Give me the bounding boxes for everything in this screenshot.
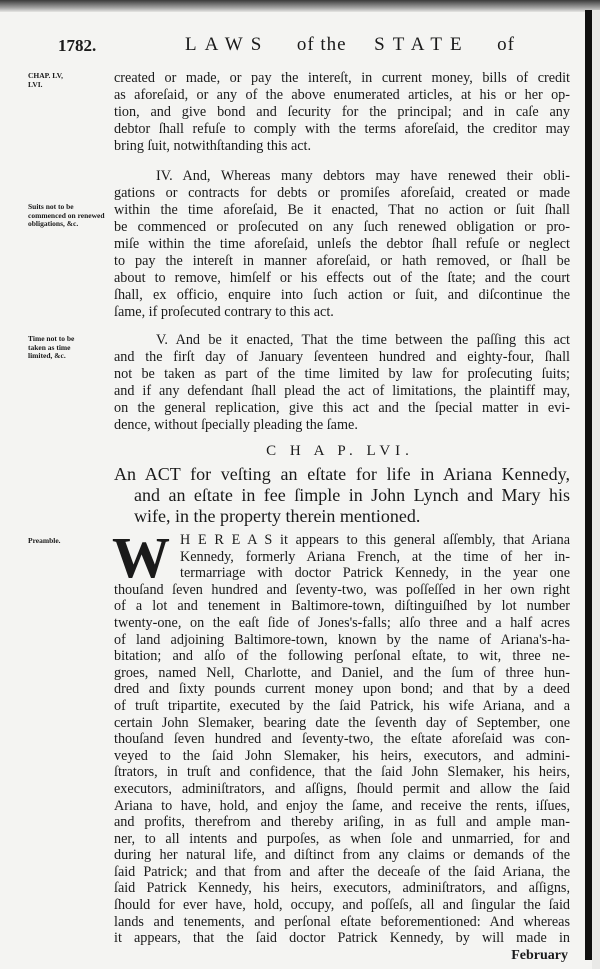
drop-cap: W: [112, 525, 170, 590]
text-line: be commenced or proſecuted on any ſuch renewed obligation or pro-: [114, 219, 570, 235]
text-line: Ariana to have, hold, and enjoy the ſame, and receive the rents, iſſues,: [114, 797, 570, 814]
chapter-heading: C H A P. LVI.: [266, 443, 414, 459]
paragraph-section-iv: [114, 168, 570, 321]
margin-note-chapter: CHAP. LV, LVI.: [28, 71, 63, 89]
text-line: lands and tenements, and perſonal eſtate beforementioned: And whereas: [114, 913, 570, 930]
text-line: executors, adminiſtrators, and aſſigns, ſhould permit and allow the ſaid: [114, 780, 570, 797]
margin-note-suits: Suits not to be commenced on renewed obligations, &c.: [28, 202, 105, 228]
text-line: IV. And, Whereas many debtors may have renewed their obli-: [156, 168, 570, 184]
act-title-line: and an eſtate in fee ſimple in John Lynch and Mary his: [134, 485, 570, 505]
text-line: tion, and give bond and ſecurity for the principal; and in caſe any: [114, 104, 570, 120]
page-year: 1782.: [58, 36, 97, 55]
text-line: ſtrators, in truſt and confidence, that the ſaid John Slemaker, his heirs,: [114, 764, 570, 781]
text-line: within the time aforeſaid, Be it enacted, That no action or ſuit ſhall: [114, 202, 570, 218]
paragraph-preamble: [112, 525, 570, 947]
text-line: Kennedy, formerly Ariana French, at the time of her in-: [180, 548, 570, 565]
text-line: thouſand ſeven hundred and ſeventy-two, the eſtate aforeſaid was con-: [114, 731, 570, 748]
text-line: ſhould for ever have, hold, occupy, and poſſeſs, all and ſingular the ſaid: [114, 897, 570, 914]
text-line: ſaid Patrick; and that from and after the deceaſe of the ſaid Ariana, the: [114, 863, 570, 880]
paragraph-continuation: [114, 70, 570, 155]
margin-note-time: Time not to be taken as time limited, &c.: [28, 334, 75, 360]
text-line: bring ſuit, notwithſtanding this act.: [114, 138, 312, 154]
text-line: on the general replication, give this act and the ſpecial matter in evi-: [114, 400, 570, 416]
act-title-line: wife, in the property therein mentioned.: [134, 506, 421, 526]
text-line: debtor ſhall refuſe to comply with the terms aforeſaid, the creditor may: [114, 121, 570, 137]
text-line: twenty-one, on the eaſt ſide of Jones's-falls; alſo three and a half acres: [114, 614, 570, 631]
text-line: of truſt tripartite, executed by the ſaid Patrick, his wife Ariana, and a: [114, 697, 570, 714]
text-line: about to remove, himſelf or his effects out of the ſtate; and the court: [114, 270, 570, 286]
catchword: February: [511, 948, 568, 963]
text-line: certain John Slemaker, bearing date the ſeventh day of September, one: [114, 714, 570, 731]
running-title-laws: LAWS: [185, 34, 270, 55]
text-line: during her natural life, and diſtinct from any claims or demands of the: [114, 847, 570, 864]
text-line: termarriage with doctor Patrick Kennedy, in the year one: [180, 565, 570, 582]
scan-top-edge: [0, 0, 600, 12]
text-line: created or made, or pay the intereſt, in current money, bills of credit: [114, 70, 570, 86]
text-line: gations or contracts for debts or promiſes aforeſaid, created or made: [114, 185, 570, 201]
text-line: dred and ſixty pounds current money upon bond; and that by a deed: [114, 681, 570, 698]
act-title-line: An ACT for veſting an eſtate for life in Ariana Kennedy,: [114, 464, 570, 484]
text-line: thouſand ſeven hundred and ſeventy-two, was poſſeſſed in her own right: [114, 581, 570, 598]
text-line: and the firſt day of January ſeventeen hundred and eighty-four, ſhall: [114, 349, 570, 365]
text-line: and profits, therefrom and thereby ariſing, in as full and ample man-: [114, 814, 570, 831]
text-line: not be taken as part of the time limited by law for proſecuting ſuits;: [114, 366, 570, 382]
text-line: ſhall, ex officio, enquire into ſuch action or ſuit, and diſcontinue the: [114, 287, 570, 303]
running-title-state: STATE: [374, 34, 470, 55]
text-line: miſe within the time aforeſaid, unleſs the debtor ſhall refuſe or neglect: [114, 236, 570, 252]
text-line: ſaid Patrick Kennedy, his heirs, executors, adminiſtrators, and aſſigns,: [114, 880, 570, 897]
text-line: ner, to all intents and purpoſes, as when ſole and unmarried, for and: [114, 830, 570, 847]
text-line: groes, named Nell, Charlotte, and Daniel, and the ſum of three hun-: [114, 664, 570, 681]
text-line: V. And be it enacted, That the time between the paſſing this act: [156, 332, 570, 348]
running-title-of: of: [497, 34, 515, 55]
text-line: dence, without ſpecially pleading the ſame.: [114, 417, 358, 433]
text-line: it appears, that the ſaid doctor Patrick Kennedy, by will made in: [114, 930, 570, 947]
text-line: to pay the intereſt in manner aforeſaid, or hath removed, or ſhall be: [114, 253, 570, 269]
running-title: [185, 34, 515, 56]
text-line: ſame, if proſecuted contrary to this act.: [114, 304, 334, 320]
page-gutter: [585, 10, 592, 960]
text-line: veyed to the ſaid John Slemaker, his heirs, executors, and admini-: [114, 747, 570, 764]
paragraph-section-v: [114, 332, 570, 434]
margin-note-preamble: Preamble.: [28, 536, 61, 545]
text-line: of a lot and tenement in Baltimore-town, diſtinguiſhed by lot number: [114, 598, 570, 615]
running-title-of-the: of the: [296, 34, 347, 55]
text-line: and if any defendant ſhall plead the act of limitations, the plaintiff may,: [114, 383, 570, 399]
adjacent-page-edge: [592, 10, 600, 969]
text-line: as aforeſaid, or any of the above enumerated articles, at his or her op-: [114, 87, 570, 103]
text-line: of land adjoining Baltimore-town, known by the name of Ariana's-ha-: [114, 631, 570, 648]
text-line: H E R E A S it appears to this general aſſembly, that Ariana: [180, 532, 570, 548]
act-title: [114, 464, 570, 527]
text-line: bitation; and alſo of the following perſonal eſtate, to wit, three ne-: [114, 648, 570, 665]
